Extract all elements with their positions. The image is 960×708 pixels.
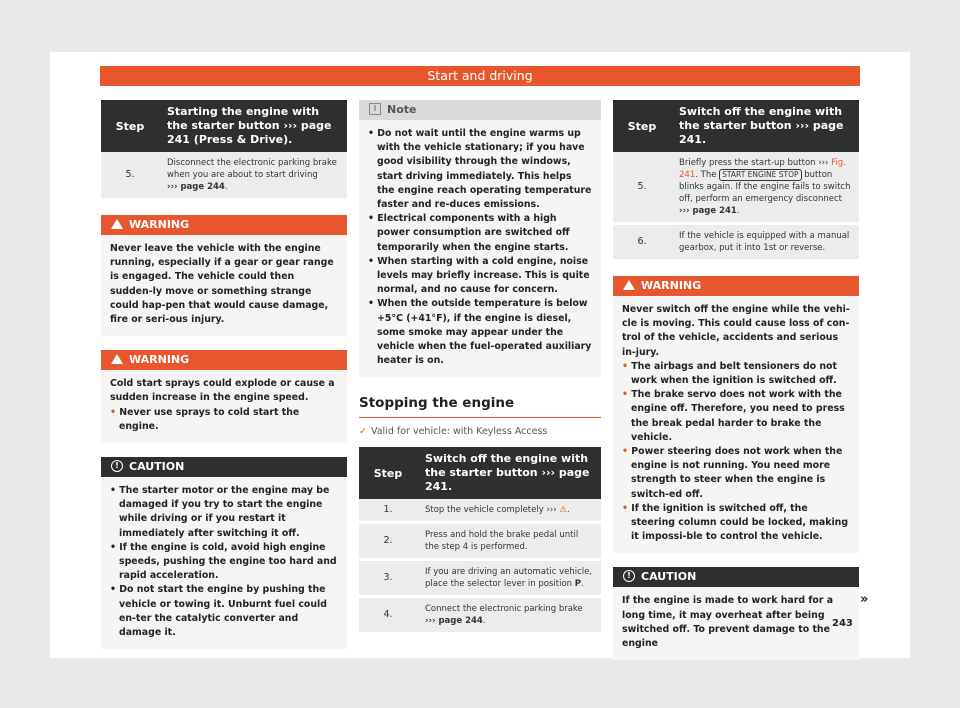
table-header-description: Switch off the engine with the starter button ››› page 241. — [671, 100, 859, 152]
list-item: • Do not start the engine by pushing the vehicle or towing it. Unburnt fuel could en-ter the catalytic converter and damage it. — [110, 584, 327, 639]
caution-box — [613, 567, 859, 660]
table-header-description: Switch off the engine with the starter button ››› page 241. — [417, 447, 601, 499]
table-header-description: Starting the engine with the starter button ››› page 241 (Press & Drive). — [159, 100, 347, 152]
list-item: • Never use sprays to cold start the engine. — [110, 406, 300, 432]
warning-header: WARNING — [613, 276, 859, 296]
warning-header: WARNING — [101, 215, 347, 235]
checkmark-icon: ✓ — [359, 426, 367, 438]
warning-box — [101, 350, 347, 443]
page-number: 243 — [832, 618, 853, 629]
list-item: • Electrical components with a high power consumption are switched off temporarily when the engine starts. — [368, 213, 570, 253]
list-item: • The starter motor or the engine may be damaged if you try to start the engine while driving or if you restart it immediately after switching it off. — [110, 485, 330, 539]
column-right — [613, 100, 859, 660]
stop-steps-table — [359, 447, 601, 635]
warning-triangle-icon — [623, 280, 635, 290]
table-header-step: Step — [359, 447, 417, 499]
list-item: • The brake servo does not work with the engine off. Therefore, you need to press the break pedal harder to brake the vehicle. — [622, 389, 845, 443]
page-reference-link[interactable]: ››› page 241 — [679, 206, 737, 216]
warning-triangle-icon — [111, 354, 123, 364]
column-middle — [359, 100, 601, 635]
list-item: • The airbags and belt tensioners do not work when the ignition is switched off. — [622, 360, 837, 387]
table-row: 4. Connect the electronic parking brake ››› page 244. — [359, 597, 601, 634]
validity-line: ✓ Valid for vehicle: with Keyless Access — [359, 426, 548, 438]
list-item: • Do not wait until the engine warms up with the vehicle stationary; if you have good visibility through the windows, start driving immediately. This helps the engine reach operating temperature faster and re-duces emissions. — [368, 128, 592, 211]
step-number: 5. — [101, 152, 159, 200]
table-row: 6. If the vehicle is equipped with a manual gearbox, put it into 1st or reverse. — [613, 224, 859, 261]
table-row: 3. If you are driving an automatic vehicle, place the selector lever in position P. — [359, 560, 601, 597]
table-row: 1. Stop the vehicle completely ››› ⚠. — [359, 499, 601, 523]
warning-header: WARNING — [101, 350, 347, 370]
warning-reference-icon[interactable]: ⚠ — [559, 505, 567, 516]
caution-header: ! CAUTION — [101, 457, 347, 477]
warning-body: Never leave the vehicle with the engine running, especially if a gear or gear range is engaged. The vehicle could then sudden-ly move or something strange could hap-pen that would cause damage, fire or seri-ous injury. — [110, 243, 334, 326]
caution-box — [101, 457, 347, 649]
chapter-header: Start and driving — [100, 66, 860, 86]
list-item: • If the ignition is switched off, the steering column could be locked, making it impossi-ble to control the vehicle. — [622, 502, 849, 543]
start-engine-stop-button-label: START ENGINE STOP — [719, 169, 801, 181]
page-reference-link[interactable]: ››› page 244 — [167, 182, 225, 192]
caution-body: If the engine is made to work hard for a long time, it may overheat after being switched off. To prevent damage to the engine — [622, 595, 834, 650]
continued-chevron-icon: » — [860, 592, 869, 607]
caution-body — [101, 477, 347, 649]
table-row: 5. Briefly press the start-up button ››› Fig. 241. The START ENGINE STOP button blinks again. If the engine fails to switch off, perform an emergency disconnect ››› page 241. — [613, 152, 859, 224]
table-header-step: Step — [613, 100, 671, 152]
start-steps-table — [101, 100, 347, 201]
step-text: Disconnect the electronic parking brake when you are about to start driving ››› page 244. — [159, 152, 347, 200]
warning-box — [101, 215, 347, 336]
warning-box — [613, 276, 859, 553]
figure-reference-link[interactable]: Fig. 241 — [679, 158, 846, 180]
caution-header: ! CAUTION — [613, 567, 859, 587]
list-item: • If the engine is cold, avoid high engine speeds, pushing the engine too hard and rapid acceleration. — [110, 541, 337, 582]
column-left — [101, 100, 347, 649]
stop-steps-table-continued — [613, 100, 859, 262]
note-info-icon: i — [369, 103, 381, 115]
table-row — [101, 152, 347, 200]
warning-body: Cold start sprays could explode or cause a sudden increase in the engine speed. • Never use sprays to cold start the engine. — [101, 370, 347, 443]
list-item: • When the outside temperature is below +5°C (+41°F), if the engine is diesel, some smoke may appear under the vehicle when the fuel-operated auxiliary heater is on. — [368, 298, 592, 367]
table-header-step: Step — [101, 100, 159, 152]
note-body — [359, 120, 601, 377]
section-title: Stopping the engine — [359, 395, 601, 418]
warning-triangle-icon — [111, 219, 123, 229]
note-box — [359, 100, 601, 377]
table-row: 2. Press and hold the brake pedal until the step 4 is performed. — [359, 523, 601, 560]
caution-circle-icon: ! — [623, 570, 635, 582]
caution-circle-icon: ! — [111, 460, 123, 472]
list-item: • When starting with a cold engine, noise levels may briefly increase. This is quite normal, and no cause for concern. — [368, 255, 590, 296]
warning-body: Never switch off the engine while the vehi-cle is moving. This could cause loss of con-trol of the vehicle, accidents and serious in-jury. • The airbags and belt tensioners do not work when the ignition is switched off. • The brake servo does not work with the engine off. Therefore, you need to press the break pedal harder to brake the vehicle. • Power steering does not work when the engine is not running. You need more strength to steer when the engine is switch-ed off. • If the ignition is switched off, the steering column could be locked, making it impossi-ble to control the vehicle. — [613, 296, 859, 553]
note-header: i Note — [359, 100, 601, 120]
list-item: • Power steering does not work when the engine is not running. You need more strength to steer when the engine is switch-ed off. — [622, 446, 843, 500]
page-reference-link[interactable]: ››› page 244 — [425, 616, 483, 627]
